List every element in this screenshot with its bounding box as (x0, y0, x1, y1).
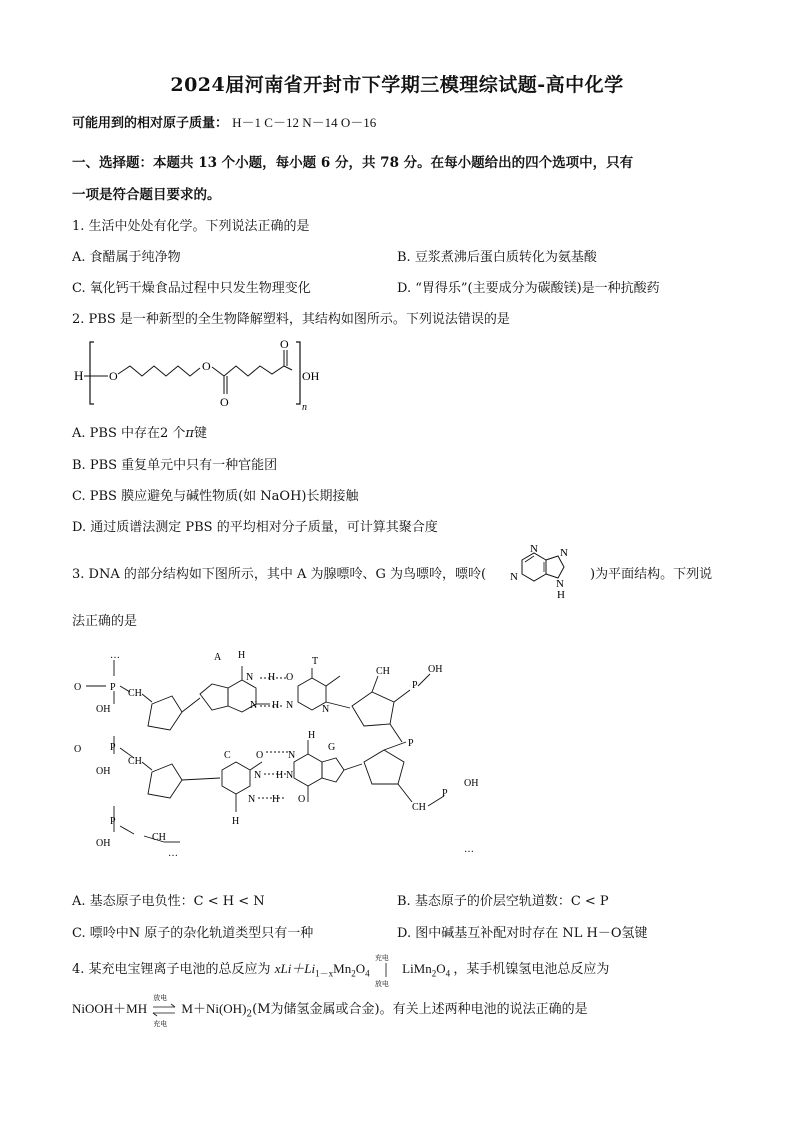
page-title: 2024届河南省开封市下学期三模理综试题-高中化学 (170, 74, 624, 96)
eq2-reversible-arrow (151, 993, 177, 1028)
dna-oh-2: OH (428, 664, 443, 675)
eq1-reversible-arrow (373, 954, 399, 989)
pbs-n-subscript: n (302, 402, 307, 413)
dna-ch2-5: CH (152, 832, 166, 843)
eq1-o: O (355, 961, 366, 976)
dna-n-g2: N (286, 770, 294, 781)
purine-structure (508, 540, 588, 600)
question-3-option-b: B. 基态原子的价层空轨道数：C < P (397, 894, 609, 909)
purine-n1: N (530, 543, 538, 555)
atomic-mass-label: 可能用到的相对原子质量： (72, 116, 229, 131)
purine-n3: N (560, 547, 568, 559)
eq1-arrow-top: 充电 (374, 954, 389, 963)
dna-p-3: P (110, 742, 116, 753)
pbs-o-left: O (109, 369, 118, 383)
eq1-arrow-bottom: 放电 (374, 980, 389, 989)
question-2-option-c: C. PBS 膜应避免与碱性物质(如 NaOH)长期接触 (72, 489, 359, 504)
question-4-stem-part2: ，某手机镍氢电池总反应为 (453, 962, 610, 977)
question-3-option-d: D. 图中碱基互补配对时存在 NL H－O氢键 (397, 926, 648, 941)
question-2-option-b: B. PBS 重复单元中只有一种官能团 (72, 458, 278, 473)
dna-ch2-4: CH (412, 802, 426, 813)
question-1-stem: 1. 生活中处处有化学。下列说法正确的是 (72, 219, 310, 234)
question-4-stem-part1: 4. 某充电宝锂离子电池的总反应为 (72, 962, 271, 977)
dna-structure-diagram (72, 646, 512, 858)
dna-h-c3: H (272, 794, 280, 805)
dna-n-c1: N (254, 770, 262, 781)
question-3-stem-part3: 法正确的是 (72, 614, 138, 629)
eq2-arrow-bottom: 充电 (153, 1019, 168, 1028)
pbs-o-low: O (220, 395, 229, 409)
dna-p-5: P (442, 788, 448, 799)
eq1-sub1: 1－x (315, 968, 334, 979)
question-3-option-c: C. 嘌呤中N 原子的杂化轨道类型只有一种 (72, 926, 314, 941)
eq1-sub2: 2 (351, 968, 356, 979)
eq1-sub4: 2 (431, 968, 437, 979)
eq2-left: NiOOH＋MH (72, 1001, 148, 1016)
question-2-stem: 2. PBS 是一种新型的全生物降解塑料，其结构如图所示。下列说法错误的是 (72, 312, 510, 327)
question-1-option-b: B. 豆浆煮沸后蛋白质转化为氨基酸 (397, 250, 597, 265)
dna-p-1: P (110, 682, 116, 693)
dna-h-bottom: H (232, 816, 240, 827)
dna-h1: H (238, 650, 246, 661)
eq1-sub3: 4 (365, 968, 370, 979)
dna-dots-right: … (464, 844, 474, 855)
question-1-option-a: A. 食醋属于纯净物 (72, 250, 181, 265)
dna-ch2-1: CH (128, 688, 142, 699)
question-2-option-d: D. 通过质谱法测定 PBS 的平均相对分子质量，可计算其聚合度 (72, 520, 438, 535)
dna-base-a: A (214, 652, 222, 663)
eq2-right: M＋Ni(OH) (181, 1001, 247, 1016)
dna-n-h1: N (246, 672, 254, 683)
dna-dots-top: … (110, 650, 120, 661)
question-4-line1 (72, 954, 610, 989)
dna-n-t2: N (322, 704, 330, 715)
pbs-h-label: H (74, 368, 84, 383)
dna-o-2: O (74, 744, 82, 755)
pbs-oh-label: OH (302, 369, 320, 383)
dna-base-g: G (328, 742, 336, 753)
question-2-option-a (72, 422, 207, 441)
eq1-mid: Mn (333, 961, 352, 976)
eq1-sub5: 4 (445, 968, 451, 979)
dna-h-h1: H (268, 672, 276, 683)
atomic-mass-line (72, 112, 376, 131)
pbs-structure-diagram (72, 336, 352, 414)
dna-h-gn: H (308, 730, 316, 741)
pbs-o-top: O (280, 337, 289, 351)
atomic-mass-values: H－1 C－12 N－14 O－16 (232, 115, 377, 130)
question-2-option-a-pi: π (185, 426, 194, 441)
eq2-sub: 2 (246, 1009, 253, 1020)
dna-ch2-3: CH (128, 756, 142, 767)
dna-oh-1: OH (96, 704, 111, 715)
dna-oh-4: OH (464, 778, 479, 789)
question-3-option-a: A. 基态原子电负性：C < H < N (72, 894, 265, 909)
dna-base-c: C (224, 750, 231, 761)
dna-oh-3: OH (96, 766, 111, 777)
dna-p-6: P (110, 816, 116, 827)
purine-h: H (557, 589, 565, 600)
dna-p-2: P (412, 680, 418, 691)
question-2-option-a-suffix: 键 (193, 426, 207, 441)
eq1-arrow-icon (377, 963, 395, 977)
section-heading-line1: 一、选择题：本题共 13 个小题，每小题 6 分，共 78 分。在每小题给出的四个选项中，只有 (72, 155, 634, 171)
question-4-line2 (72, 993, 588, 1028)
dna-base-t: T (312, 656, 319, 667)
eq2-note: (M为储氢金属或合金)。有关上述两种电池的说法正确的是 (252, 1002, 588, 1017)
question-3-stem-part2: )为平面结构。下列说 (590, 567, 713, 582)
dna-n-t: N (286, 700, 294, 711)
section-heading-line2: 一项是符合题目要求的。 (72, 187, 221, 203)
dna-ch2-2: CH (376, 666, 390, 677)
eq1-left: xLi＋Li (274, 961, 316, 976)
purine-n2: N (510, 571, 518, 583)
eq2-arrow-top: 放电 (153, 993, 168, 1002)
dna-n-a: N (250, 700, 258, 711)
dna-n-gn: N (288, 750, 296, 761)
dna-o-c: O (256, 750, 264, 761)
dna-o-h1: O (286, 672, 294, 683)
dna-dots-bottom: … (168, 848, 178, 858)
question-2-option-a-prefix: A. PBS 中存在2 个 (72, 426, 186, 441)
dna-n-c2: N (248, 794, 256, 805)
dna-p-4: P (408, 738, 414, 749)
dna-h-a2: H (272, 700, 280, 711)
dna-o-g: O (298, 794, 306, 805)
pbs-o-mid: O (202, 359, 211, 373)
question-1-option-d: D. “胃得乐”(主要成分为碳酸镁)是一种抗酸药 (397, 281, 660, 296)
eq1-right: LiMn (402, 961, 432, 976)
purine-n4: N (556, 578, 564, 590)
question-3-stem-part1: 3. DNA 的部分结构如下图所示，其中 A 为腺嘌呤、G 为鸟嘌呤，嘌呤( (72, 567, 487, 582)
dna-o-1: O (74, 682, 82, 693)
dna-oh-5: OH (96, 838, 111, 849)
dna-h-cg: H (276, 770, 284, 781)
eq1-o2: O (436, 961, 446, 976)
li-battery-equation (274, 954, 454, 989)
eq2-arrow-icon (151, 1003, 177, 1017)
question-1-option-c: C. 氧化钙干燥食品过程中只发生物理变化 (72, 281, 311, 296)
